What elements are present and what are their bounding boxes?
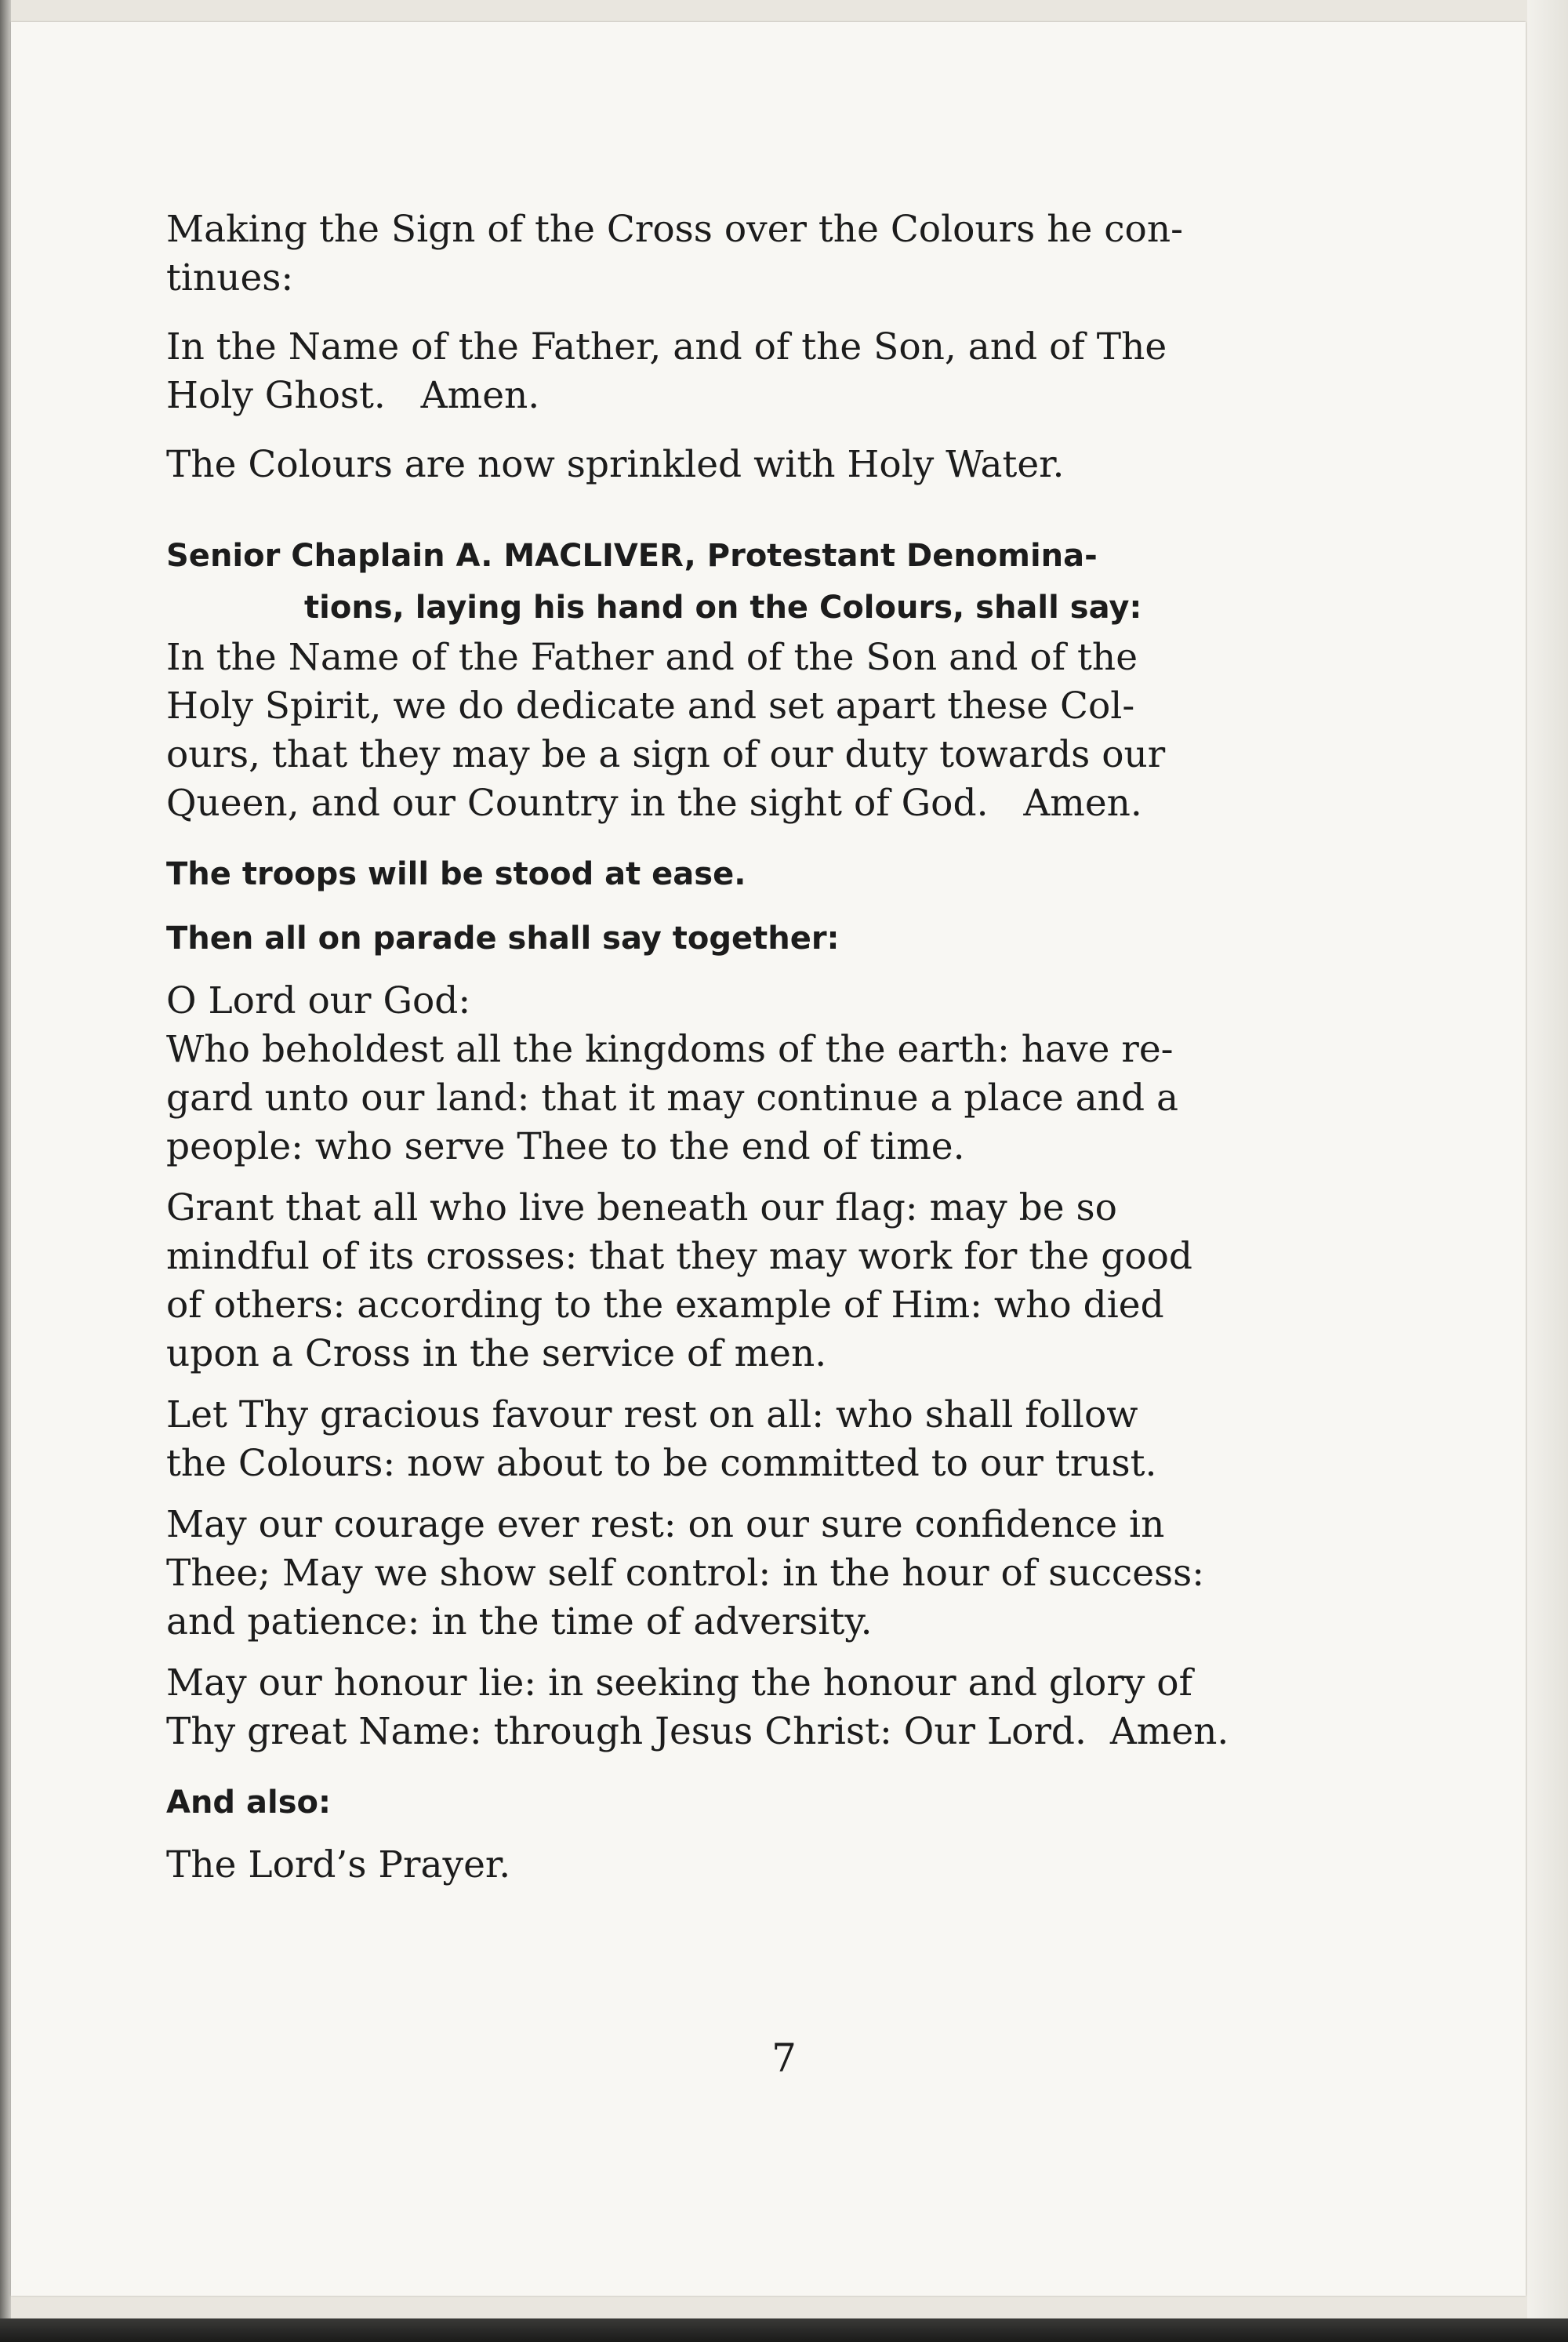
text-line: May our courage ever rest: on our sure confidence in [166, 1503, 1165, 1546]
rubric-and-also: And also: [166, 1785, 331, 1821]
prayer-paragraph [166, 1026, 1287, 1171]
text-line: Holy Spirit, we do dedicate and set apart these Col- [166, 684, 1135, 728]
text-line: and patience: in the time of adversity. [166, 1600, 873, 1643]
rubric-senior-chaplain [166, 530, 1287, 634]
dedication-prayer [166, 634, 1287, 828]
rubric-line: tions, laying his hand on the Colours, shall say: [304, 590, 1142, 626]
scan-right-edge [1527, 0, 1568, 2342]
text-line: upon a Cross in the service of men. [166, 1332, 827, 1375]
rubric-stand-at-ease: The troops will be stood at ease. [166, 856, 746, 892]
prayer-opening: O Lord our God: [166, 979, 471, 1022]
text-line: gard unto our land: that it may continue a place and a [166, 1077, 1178, 1120]
prayer-paragraph [166, 1184, 1287, 1378]
instruction-holy-water: The Colours are now sprinkled with Holy Water. [166, 443, 1065, 486]
text-line: In the Name of the Father and of the Son and of the [166, 636, 1138, 679]
text-line: Let Thy gracious favour rest on all: who shall follow [166, 1393, 1138, 1436]
page-text [166, 205, 1287, 1890]
rubric-line: Senior Chaplain A. MACLIVER, Protestant Denomina- [166, 538, 1098, 574]
lords-prayer-line: The Lord’s Prayer. [166, 1843, 511, 1886]
rubric-all-say-together: Then all on parade shall say together: [166, 920, 840, 957]
page-number: 7 [771, 2035, 797, 2081]
scan-left-edge [0, 0, 11, 2342]
invocation-trinity [166, 323, 1287, 420]
text-line: people: who serve Thee to the end of time. [166, 1125, 965, 1168]
text-line: the Colours: now about to be committed to our trust. [166, 1442, 1157, 1485]
text-line: Who beholdest all the kingdoms of the earth: have re- [166, 1028, 1174, 1071]
text-line: Queen, and our Country in the sight of God. Amen. [166, 782, 1142, 825]
text-line: In the Name of the Father, and of the Son, and of The [166, 325, 1167, 369]
text-line: May our honour lie: in seeking the honour and glory of [166, 1661, 1192, 1705]
text-line: mindful of its crosses: that they may work for the good [166, 1235, 1192, 1278]
prayer-paragraph [166, 1391, 1287, 1488]
text-line: of others: according to the example of Him: who died [166, 1284, 1164, 1327]
text-line: Holy Ghost. Amen. [166, 374, 540, 417]
text-line: ours, that they may be a sign of our duty towards our [166, 733, 1166, 776]
text-line: Making the Sign of the Cross over the Colours he con- [166, 208, 1183, 251]
text-line: Grant that all who live beneath our flag: may be so [166, 1186, 1117, 1229]
scan-bottom-edge [0, 2318, 1568, 2342]
instruction-sign-of-cross [166, 205, 1287, 303]
text-line: Thy great Name: through Jesus Christ: Our Lord. Amen. [166, 1710, 1229, 1753]
text-line: tinues: [166, 256, 294, 300]
prayer-paragraph [166, 1659, 1287, 1756]
text-line: Thee; May we show self control: in the hour of success: [166, 1552, 1205, 1595]
prayer-paragraph [166, 1501, 1287, 1647]
